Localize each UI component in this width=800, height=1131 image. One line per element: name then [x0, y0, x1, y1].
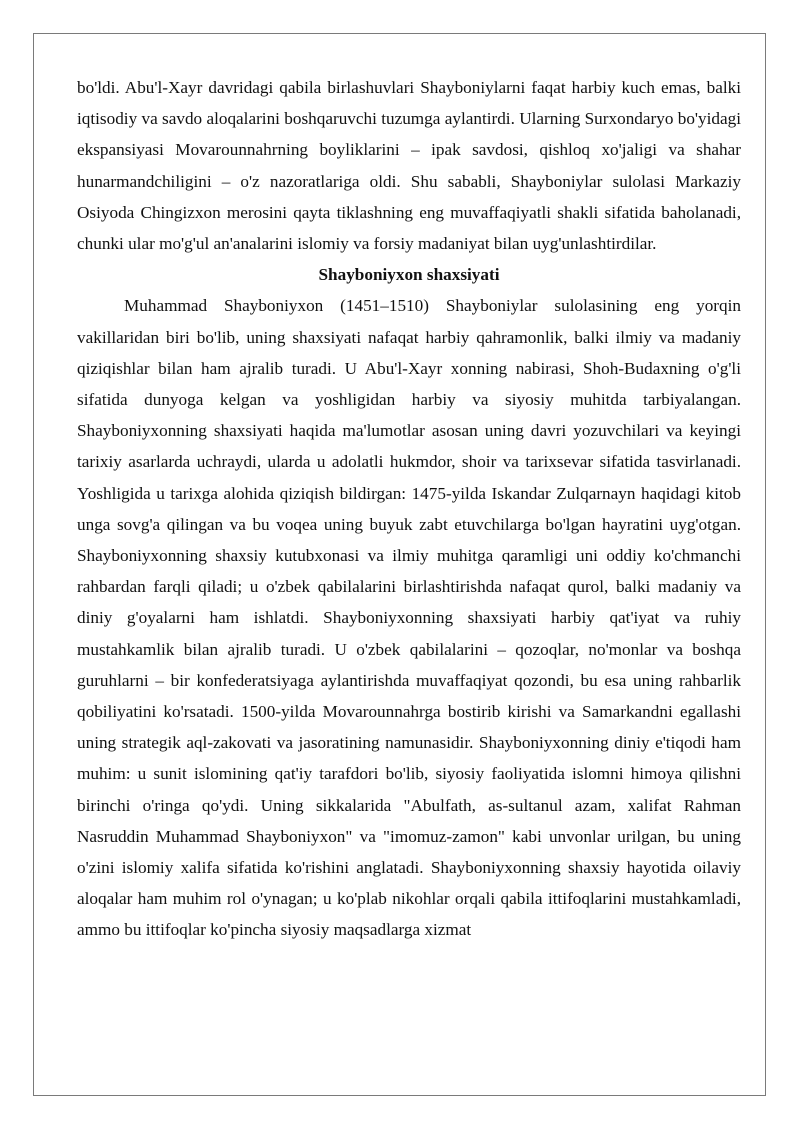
- document-body: [77, 72, 741, 946]
- paragraph-continued: bo'ldi. Abu'l-Xayr davridagi qabila birlashuvlari Shayboniylarni faqat harbiy kuch emas, balki iqtisodiy va savdo aloqalarini boshqaruvchi tuzumga aylantirdi. Ularning Surxondaryo bo'yidagi ekspansiyasi Movarounnahrning boyliklarini – ipak savdosi, qishloq xo'jaligi va shahar hunarmandchiligini – o'z nazoratlariga oldi. Shu sababli, Shayboniylar sulolasi Markaziy Osiyoda Chingizxon merosini qayta tiklashning eng muvaffaqiyatli shakli sifatida baholanadi, chunki ular mo'g'ul an'analarini islomiy va forsiy madaniyat bilan uyg'unlashtirdilar.: [77, 78, 741, 254]
- section-heading: Shayboniyxon shaxsiyati: [318, 265, 500, 285]
- paragraph-main: Muhammad Shayboniyxon (1451–1510) Shayboniylar sulolasining eng yorqin vakillaridan biri bo'lib, uning shaxsiyati nafaqat harbiy qahramonlik, balki ilmiy va madaniy qiziqishlar bilan ham ajralib turadi. U Abu'l-Xayr xonning nabirasi, Shoh-Budaxning o'g'li sifatida dunyoga kelgan va yoshligidan harbiy va siyosiy muhitda tarbiyalangan. Shayboniyxonning shaxsiyati haqida ma'lumotlar asosan uning davri yozuvchilari va keyingi tarixiy asarlarda uchraydi, ularda u adolatli hukmdor, shoir va tarixsevar sifatida tasvirlanadi. Yoshligida u tarixga alohida qiziqish bildirgan: 1475-yilda Iskandar Zulqarnayn haqidagi kitob unga sovg'a qilingan va bu voqea uning buyuk zabt etuvchilarga bo'lgan hayratini uyg'otgan. Shayboniyxonning shaxsiy kutubxonasi va ilmiy muhitga qaramligi uni oddiy ko'chmanchi rahbardan farqli qiladi; u o'zbek qabilalarini birlashtirishda nafaqat qurol, balki madaniy va diniy g'oyalarni ham ishlatdi. Shayboniyxonning shaxsiyati harbiy qat'iyat va ruhiy mustahkamlik bilan ajralib turadi. U o'zbek qabilalarini – qozoqlar, no'monlar va boshqa guruhlarni – bir konfederatsiyaga aylantirishda muvaffaqiyat qozondi, bu esa uning rahbarlik qobiliyatini ko'rsatadi. 1500-yilda Movarounnahrga bostirib kirishi va Samarkandni egallashi uning strategik aql-zakovati va jasoratining namunasidir. Shayboniyxonning diniy e'tiqodi ham muhim: u sunit islomining qat'iy tarafdori bo'lib, siyosiy faoliyatida islomni himoya qilishni birinchi o'ringa qo'ydi. Uning sikkalarida "Abulfath, as-sultanul azam, xalifat Rahman Nasruddin Muhammad Shayboniyxon" va "imomuz-zamon" kabi unvonlar urilgan, bu uning o'zini islomiy xalifa sifatida ko'rishini anglatadi. Shayboniyxonning shaxsiy hayotida oilaviy aloqalar ham muhim rol o'ynagan; u ko'plab nikohlar orqali qabila ittifoqlarini mustahkamladi, ammo bu ittifoqlar ko'pincha siyosiy maqsadlarga xizmat: [77, 296, 741, 940]
